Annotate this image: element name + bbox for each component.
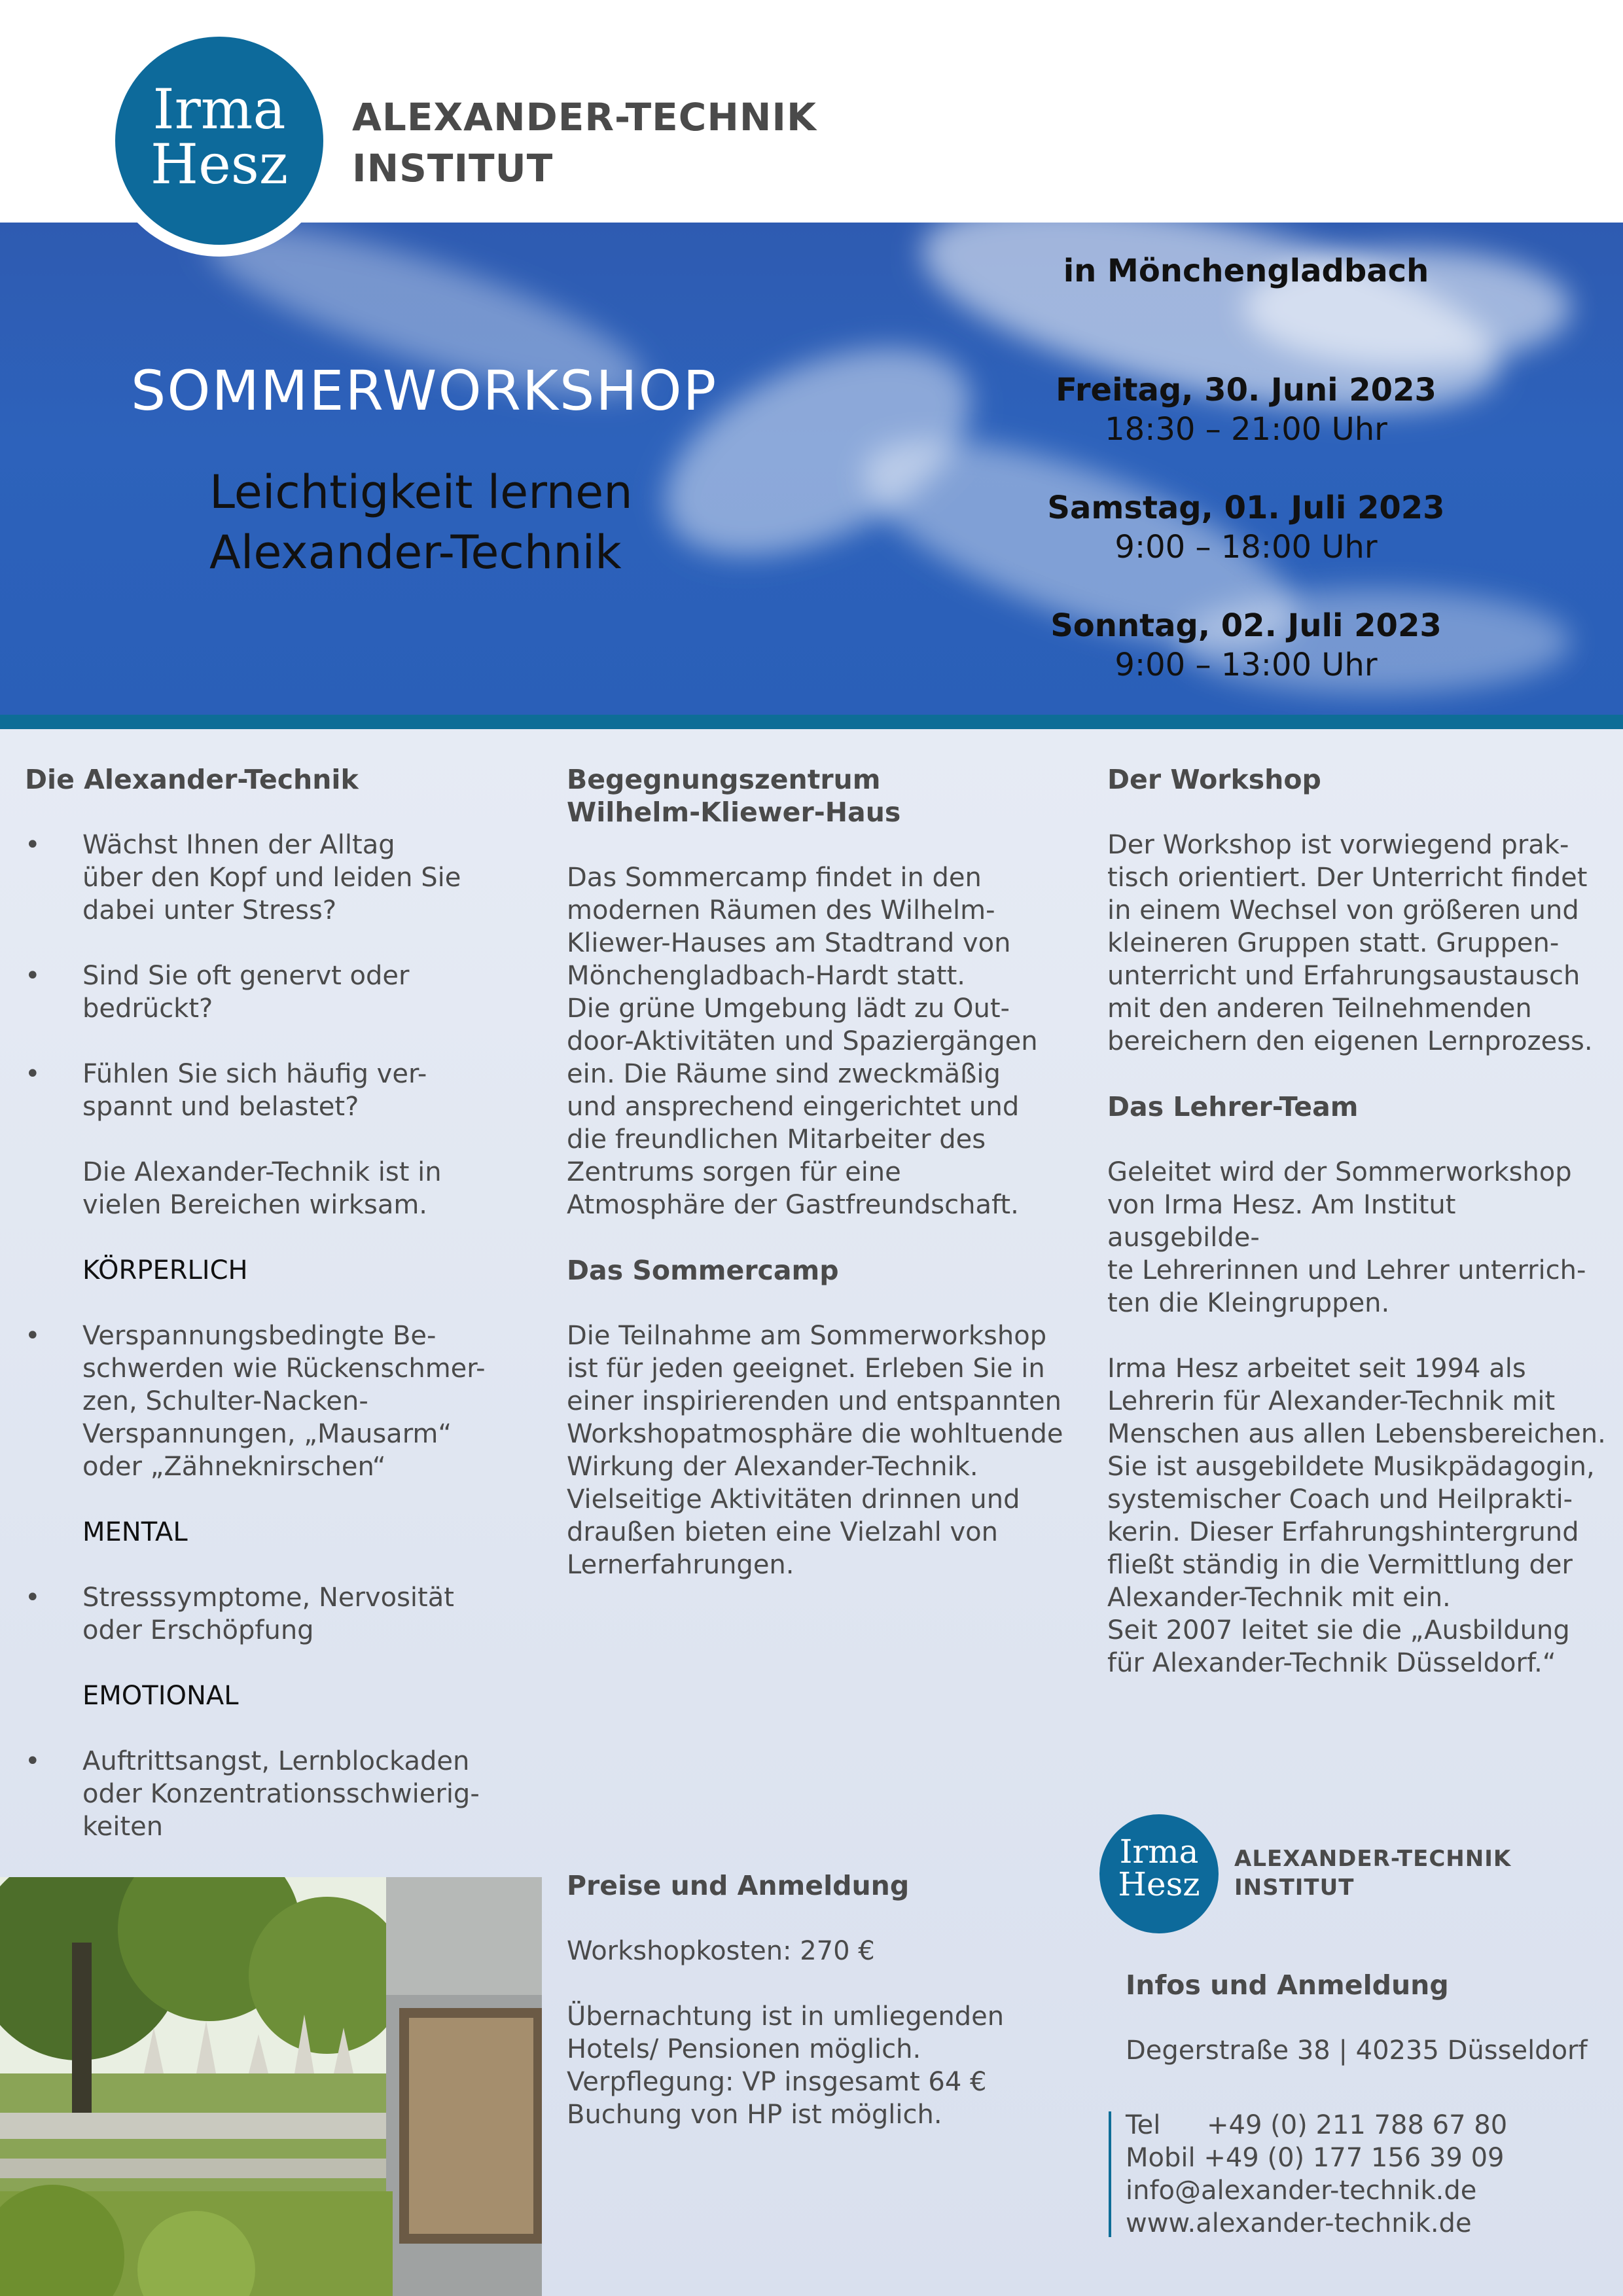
date-time: 9:00 – 13:00 Uhr — [1115, 647, 1378, 683]
date-time: 18:30 – 21:00 Uhr — [1105, 411, 1387, 448]
institute-line2: INSTITUT — [1234, 1874, 1355, 1901]
team-text: Geleitet wird der Sommerworkshop von Irma Hesz. Am Institut ausgebilde- te Lehrerinnen und Lehrer unterrich- ten die Kleingruppen. — [1107, 1157, 1586, 1318]
sommercamp-text: Die Teilnahme am Sommerworkshop ist für jeden geeignet. Erleben Sie in einer inspirierenden und entspannten Workshopatmosphäre die wohltuende Wirkung der Alexander-Technik. Vielseitige Aktivitäten drinnen und draußen bieten eine Vielzahl von Lernerfahrungen. — [567, 1321, 1063, 1580]
event-dates — [1010, 370, 1482, 724]
symptom-item: • Verspannungsbedingte Be- schwerden wie Rückenschmer- zen, Schulter-Nacken- Verspannungen, „Mausarm“ oder „Zähneknirschen“ — [25, 1321, 486, 1482]
logo-line1: Irma — [1119, 1833, 1199, 1871]
contact-address: Degerstraße 38 | 40235 Düsseldorf — [1126, 2036, 1588, 2066]
contact-mobil — [1126, 2142, 1507, 2174]
section-heading: Die Alexander-Technik — [25, 764, 359, 795]
bullet-icon: • — [25, 1321, 41, 1351]
logo-line1: Irma — [152, 77, 286, 141]
question-item: • Wächst Ihnen der Alltag über den Kopf und leiden Sie dabei unter Stress? — [25, 830, 461, 925]
contact-institute-name — [1234, 1844, 1511, 1902]
date-day: Samstag, 01. Juli 2023 — [1047, 490, 1445, 526]
date-time: 9:00 – 18:00 Uhr — [1115, 529, 1378, 565]
section-heading: Das Sommercamp — [567, 1255, 839, 1286]
institute-name — [352, 92, 817, 194]
column-venue — [567, 763, 1084, 1581]
intro-text: Die Alexander-Technik ist in vielen Bereichen wirksam. — [82, 1157, 442, 1220]
bullet-icon: • — [25, 961, 41, 991]
date-day: Sonntag, 02. Juli 2023 — [1050, 607, 1442, 644]
contact-heading: Infos und Anmeldung — [1126, 1969, 1449, 2001]
institute-line2: INSTITUT — [352, 146, 554, 190]
section-prices — [567, 1869, 1084, 2131]
contact-website[interactable]: www.alexander-technik.de — [1126, 2208, 1472, 2238]
event-location: in Mönchengladbach — [1063, 253, 1429, 289]
column-alexander-technik — [25, 763, 522, 1843]
question-item: • Fühlen Sie sich häufig ver- spannt und belastet? — [25, 1059, 427, 1122]
contact-details — [1126, 2109, 1507, 2240]
contact-divider — [1109, 2111, 1111, 2237]
accommodation-text: Übernachtung ist in umliegenden Hotels/ Pensionen möglich. Verpflegung: VP insgesamt 64 € Buchung von HP ist möglich. — [567, 2001, 1005, 2130]
category-label: MENTAL — [82, 1517, 188, 1547]
logo-line2: Hesz — [150, 132, 289, 196]
section-heading: Preise und Anmeldung — [567, 1870, 910, 1901]
section-heading: Das Lehrer-Team — [1107, 1091, 1359, 1122]
contact-logo — [1099, 1814, 1219, 1933]
question-item: • Sind Sie oft genervt oder bedrückt? — [25, 961, 410, 1024]
contact-email[interactable]: info@alexander-technik.de — [1126, 2176, 1477, 2206]
tel-label: Tel — [1126, 2110, 1161, 2140]
mobil-label: Mobil — [1126, 2143, 1196, 2173]
institute-line1: ALEXANDER-TECHNIK — [352, 95, 817, 139]
logo — [115, 37, 323, 245]
bullet-icon: • — [25, 1746, 41, 1776]
workshop-text: Der Workshop ist vorwiegend prak- tisch orientiert. Der Unterricht findet in einem Wechsel von größeren und kleineren Gruppen statt. Gruppen- unterricht und Erfahrungsaustausch mit den anderen Teilnehmenden bereichern den eigenen Lernprozess. — [1107, 830, 1593, 1056]
category-label: KÖRPERLICH — [82, 1255, 248, 1285]
venue-text: Das Sommercamp findet in den modernen Räumen des Wilhelm- Kliewer-Hauses am Stadtrand von Mönchengladbach-Hardt statt. Die grüne Umgebung lädt zu Out- door-Aktivitäten und Spaziergängen ein. Die Räume sind zweckmäßig und ansprechend eingerichtet und die freundlichen Mitarbeiter des Zentrums sorgen für eine Atmosphäre der Gastfreundschaft. — [567, 863, 1038, 1220]
section-heading: Der Workshop — [1107, 764, 1321, 795]
subtitle-line2: Alexander-Technik — [209, 526, 622, 579]
column-workshop — [1107, 763, 1611, 1679]
institute-line1: ALEXANDER-TECHNIK — [1234, 1846, 1512, 1872]
date-day: Freitag, 30. Juni 2023 — [1056, 372, 1436, 408]
logo-line2: Hesz — [1118, 1865, 1200, 1903]
event-title: SOMMERWORKSHOP — [131, 359, 718, 423]
contact-block — [1126, 1969, 1588, 2067]
contact-tel — [1126, 2109, 1507, 2142]
venue-photo — [0, 1877, 542, 2296]
workshop-cost: Workshopkosten: 270 € — [567, 1936, 875, 1966]
bio-text: Irma Hesz arbeitet seit 1994 als Lehrerin für Alexander-Technik mit Menschen aus allen Lebensbereichen. Sie ist ausgebildete Musikpädagogin, systemischer Coach und Heilprakti- kerin. Dieser Erfahrungshintergrund fließt ständig in die Vermittlung der Alexander-Technik mit ein. Seit 2007 leitet sie die „Ausbildung für Alexander-Technik Düsseldorf.“ — [1107, 1354, 1606, 1678]
section-heading: Begegnungszentrum Wilhelm-Kliewer-Haus — [567, 764, 901, 828]
subtitle-line1: Leichtigkeit lernen — [209, 465, 633, 519]
mobil-number[interactable]: +49 (0) 177 156 39 09 — [1204, 2143, 1505, 2173]
symptom-item: • Auftrittsangst, Lernblockaden oder Konzentrationsschwierig- keiten — [25, 1746, 480, 1842]
bullet-icon: • — [25, 1059, 41, 1089]
bullet-icon: • — [25, 1583, 41, 1613]
category-label: EMOTIONAL — [82, 1681, 239, 1711]
symptom-item: • Stresssymptome, Nervosität oder Erschöpfung — [25, 1583, 454, 1645]
bullet-icon: • — [25, 830, 41, 860]
tel-number[interactable]: +49 (0) 211 788 67 80 — [1207, 2110, 1508, 2140]
event-subtitle — [209, 462, 633, 583]
